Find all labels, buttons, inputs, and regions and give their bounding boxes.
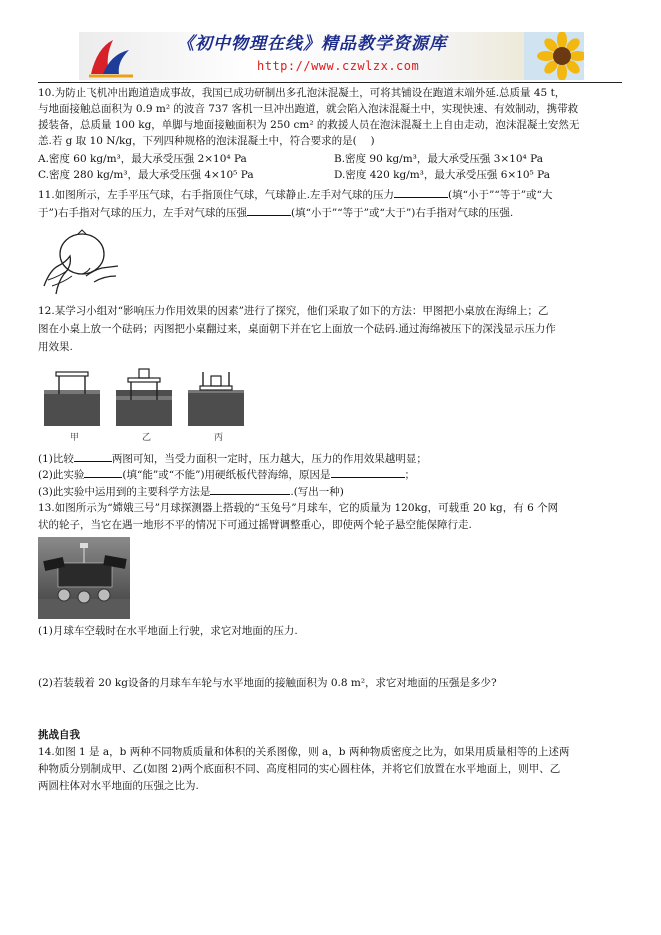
q13-sub-2: (2)若装载着 20 kg设备的月球车车轮与水平地面的接触面积为 0.8 m²，求它对地面的压强是多少? xyxy=(38,677,497,689)
q13-line-1: 13.如图所示为“嫦娥三号”月球探测器上搭载的“玉兔号”月球车，它的质量为 120kg，可载重 20 kg，有 6 个网 xyxy=(38,502,559,514)
q14-line-1: 14.如图 1 是 a，b 两种不同物质质量和体积的关系图像，则 a，b 两种物质密度之比为，如果用质量相等的上述两 xyxy=(38,746,570,758)
q11-line-1 xyxy=(38,186,552,203)
q12-sub-3-tail: .(写出一种) xyxy=(290,486,344,498)
q10-option-c: C.密度 280 kg/m³，最大承受压强 4×10⁵ Pa xyxy=(38,169,254,181)
q11-line-1-text: 11.如图所示，左手平压气球，右手指顶住气球，气球静止.左手对气球的压力 xyxy=(38,189,395,201)
q12-line-2: 图在小桌上放一个砝码；丙图把小桌翻过来，桌面朝下并在它上面放一个砝码.通过海绵被压下的深浅显示压力作 xyxy=(38,323,556,335)
q13-sub-1: (1)月球车空载时在水平地面上行驶，求它对地面的压力. xyxy=(38,625,298,637)
q12-sub-1 xyxy=(38,450,427,467)
header-rule xyxy=(38,82,622,83)
site-logo-icon xyxy=(87,36,135,78)
q10-line-2: 与地面接触总面积为 0.9 m² 的波音 737 客机一旦冲出跑道，就会陷入泡沫混凝土中，实现快速、有效制动，携带救 xyxy=(38,103,579,115)
q10-option-a: A.密度 60 kg/m³，最大承受压强 2×10⁴ Pa xyxy=(38,153,247,165)
q14-line-2: 种物质分别制成甲、乙(如图 2)两个底面积不同、高度相同的实心圆柱体，并将它们放置在水平地面上，则甲、乙 xyxy=(38,763,561,775)
moon-rover-photo xyxy=(38,537,130,619)
sunflower-icon xyxy=(524,32,584,80)
q11-line-2 xyxy=(38,204,513,221)
q11-blank-2 xyxy=(247,204,291,216)
balloon-hands-figure xyxy=(38,226,122,298)
q12-blank-3 xyxy=(331,466,405,478)
q12-sub-1-text: (1)比较 xyxy=(38,453,74,465)
q12-sub-1-tail: 两图可知，当受力面积一定时，压力越大，压力的作用效果越明显； xyxy=(111,453,427,465)
q11-line-1-tail: (填“小于”“等于”或“大 xyxy=(448,189,553,201)
q11-line-2-text: 于”)右手指对气球的压力，左手对气球的压强 xyxy=(38,207,247,219)
q12-blank-4 xyxy=(210,483,290,495)
q12-line-1: 12.某学习小组对“影响压力作用效果的因素”进行了探究，他们采取了如下的方法：甲图把小桌放在海绵上；乙 xyxy=(38,305,549,317)
q12-blank-2 xyxy=(84,466,122,478)
q12-line-3: 用效果. xyxy=(38,341,73,353)
challenge-heading: 挑战自我 xyxy=(38,729,80,741)
q12-sub-2-mid: (填“能”或“不能”)用硬纸板代替海绵，原因是 xyxy=(122,469,331,481)
header-banner xyxy=(79,32,584,80)
q10-line-4: 恙.若 g 取 10 N/kg，下列四种规格的泡沫混凝土中，符合要求的是( ) xyxy=(38,135,375,147)
q10-option-b: B.密度 90 kg/m³，最大承受压强 3×10⁴ Pa xyxy=(334,153,543,165)
q12-blank-1 xyxy=(74,450,112,462)
q13-line-2: 状的轮子，当它在遇一地形不平的情况下可通过摇臂调整重心，即使两个轮子悬空能保障行走. xyxy=(38,519,472,531)
figure-label-bing: 丙 xyxy=(214,433,224,443)
q10-line-3: 援装备，总质量 100 kg，单脚与地面接触面积为 250 cm² 的救援人员在泡沫混凝土上自由走动，泡沫混凝土安然无 xyxy=(38,119,580,131)
header-url[interactable]: http://www.czwlzx.com xyxy=(257,59,420,73)
figure-label-jia: 甲 xyxy=(70,433,80,443)
q11-blank-1 xyxy=(394,186,448,198)
q10-line-1: 10.为防止飞机冲出跑道造成事故，我国已成功研制出多孔泡沫混凝土，可将其铺设在跑道末端外延.总质量 45 t， xyxy=(38,87,566,99)
q12-sub-2-text: (2)此实验 xyxy=(38,469,85,481)
q10-option-d: D.密度 420 kg/m³，最大承受压强 6×10⁵ Pa xyxy=(334,169,550,181)
figure-label-yi: 乙 xyxy=(142,433,152,443)
q14-line-3: 两圆柱体对水平地面的压强之比为. xyxy=(38,780,199,792)
q12-sub-3-text: (3)此实验中运用到的主要科学方法是 xyxy=(38,486,211,498)
sponge-table-figure xyxy=(40,366,246,430)
q12-sub-2 xyxy=(38,466,415,483)
q11-line-2-tail: (填“小于”“等于”或“大于”)右手指对气球的压强. xyxy=(290,207,514,219)
q12-sub-3 xyxy=(38,483,344,500)
header-title: 《初中物理在线》精品教学资源库 xyxy=(177,34,447,54)
q12-sub-2-tail: ； xyxy=(404,469,416,481)
